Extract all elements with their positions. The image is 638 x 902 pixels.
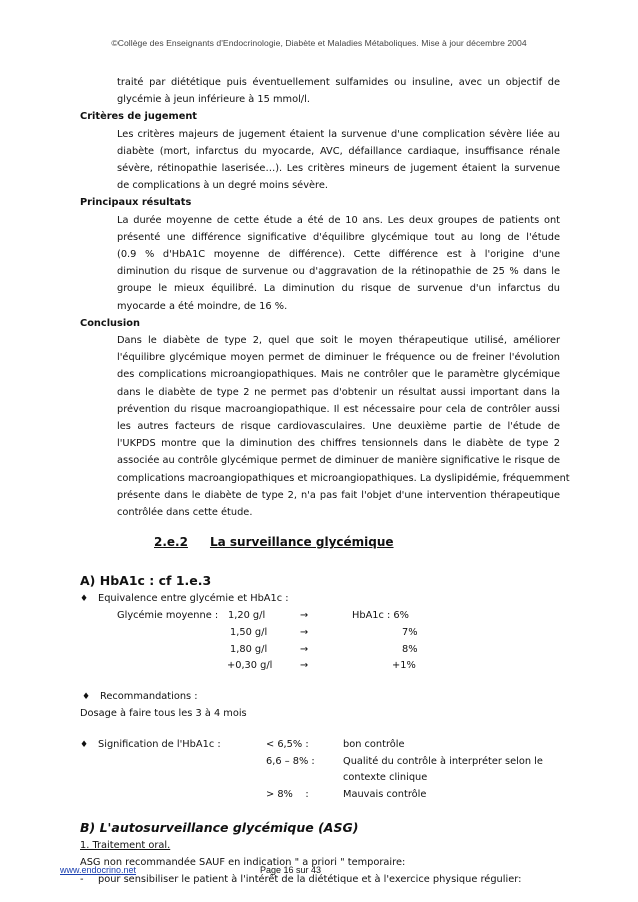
glycemie-label: Glycémie moyenne : [117,610,219,622]
arrow-right-icon: → [300,660,309,672]
asg-line: pour sensibiliser le patient à l'intérêt de la diététique et à l'exercice physique régulier: [98,873,522,885]
text-line: sévère, rétinopathie laserisée…). Les critères mineurs de jugement étaient la survenue [117,163,560,175]
conclusion-heading: Conclusion [80,317,140,329]
sig-range: < 6,5% : [266,738,309,750]
text-line: traité par diététique puis éventuellement sulfamides ou insuline, avec un objectif de [117,77,560,88]
glycemie-value: +0,30 g/l [227,660,273,672]
glycemie-row [80,625,560,642]
text-line: des complications microangiopathiques. Mais ne contrôler que le paramètre glycémique [117,369,560,381]
resultats-heading: Principaux résultats [80,197,192,209]
text-line: diminution du risque de survenue ou d'aggravation de la rétinopathie de 25 % dans le [117,266,560,278]
hba1c-value: HbA1c : 6% [352,610,409,622]
section-heading [154,535,560,557]
signification-row [80,754,560,771]
text-line: l'UKPDS montre que la diminution des chiffres tensionnels dans le diabète de type 2 [117,438,560,450]
hba1c-value: +1% [392,660,416,672]
text-line: (0.9 % d'HbA1C moyenne de différence). Cette différence est à l'origine d'une [117,249,560,261]
signification-label: Signification de l'HbA1c : [98,738,221,750]
hba1c-heading: A) HbA1c : cf 1.e.3 [80,573,212,589]
arrow-right-icon: → [300,610,309,622]
text-line: myocarde a été moindre, de 16 %. [117,300,288,312]
page-footer [60,865,580,879]
page-number: Page 16 sur 43 [260,865,322,875]
recommandations-label: Recommandations : [100,691,198,703]
page-header: ©Collège des Enseignants d'Endocrinologie, Diabète et Maladies Métaboliques. Mise à jour décembre 2004 [111,38,527,48]
arrow-right-icon: → [300,626,309,638]
page-content [80,74,570,888]
glycemie-row [80,658,560,675]
sig-text: Mauvais contrôle [343,789,427,801]
diamond-bullet-icon: ♦ [80,594,89,605]
text-line: l'équilibre glycémique moyen permet de diminuer le fréquence ou de freiner l'évolution [117,352,560,364]
text-line: complications macroangiopathiques et microangiopathiques. La dyslipidémie, fréquemment [117,472,570,484]
text-line: prévention du risque macroangiopathique. Il est nécessaire pour cela de contrôler aussi [117,403,560,415]
sig-text: contexte clinique [343,772,428,784]
sig-text: Qualité du contrôle à interpréter selon le [343,755,543,767]
section-title: La surveillance glycémique [209,535,394,550]
text-line: diabète (mort, infarctus du myocarde, AVC, défaillance cardiaque, insuffisance rénale [117,145,560,157]
signification-row [80,737,560,754]
glycemie-row [80,642,560,659]
website-link[interactable]: www.endocrino.net [60,865,137,875]
text-line: Les critères majeurs de jugement étaient la survenue d'une complication sévère liée au [117,128,560,140]
equivalence-row [80,591,560,608]
text-line: dans le diabète de type 2 ne permet pas d'obtenir un résultat aussi important dans la [117,386,560,398]
intro-paragraph [117,74,560,108]
asg-heading: B) L'autosurveillance glycémique (ASG) [80,820,359,836]
sig-range: > 8% : [266,789,309,801]
asg-subheading: 1. Traitement oral. [80,840,171,852]
text-line: présenté une différence significative d'équilibre glycémique tout au long de l'étude [117,231,560,243]
text-line: associée au contrôle glycémique permet de diminuer de manière significative le risque de [117,455,561,467]
dosage-text: Dosage à faire tous les 3 à 4 mois [80,708,247,720]
glycemie-value: 1,80 g/l [230,643,268,655]
signification-row [80,787,560,804]
criteres-paragraph [117,126,560,195]
glycemie-value: 1,50 g/l [230,626,268,638]
sig-text: bon contrôle [343,738,405,750]
asg-subheading-row [80,838,560,855]
text-line: présente dans le diabète de type 2, n'a pas fait l'objet d'une intervention thérapeutique [117,489,560,501]
text-line: glycémie à jeun inférieure à 15 mmol/l. [117,94,310,106]
dash-bullet: - [80,873,84,885]
text-line: contrôlée dans cette étude. [117,507,253,519]
diamond-bullet-icon: ♦ [80,739,89,750]
equivalence-label: Equivalence entre glycémie et HbA1c : [98,593,289,605]
resultats-paragraph [117,212,560,315]
text-line: groupe le mieux équilibré. La diminution du risque de survenue d'un infarctus du [117,283,560,295]
recommandations-row [80,689,560,706]
dosage-row [80,706,560,723]
signification-row [80,770,560,787]
hba1c-value: 8% [402,643,418,655]
sig-range: 6,6 – 8% : [266,755,315,767]
text-line: Dans le diabète de type 2, quel que soit le moyen thérapeutique utilisé, améliorer [117,335,560,347]
text-line: de complications à un degré moins sévère. [117,180,328,192]
arrow-right-icon: → [300,643,309,655]
glycemie-value: 1,20 g/l [228,610,266,622]
section-number: 2.e.2 [154,535,188,550]
text-line: les autres facteurs de risque cardiovasculaires. Une deuxième partie de l'étude de [117,421,560,433]
hba1c-value: 7% [402,626,418,638]
text-line: La durée moyenne de cette étude a été de 10 ans. Les deux groupes de patients ont [117,214,560,226]
conclusion-paragraph [117,332,570,521]
diamond-bullet-icon: ♦ [82,692,91,703]
criteres-heading: Critères de jugement [80,111,197,123]
asg-line: ASG non recommandée SAUF en indication " a priori " temporaire: [80,856,406,868]
glycemie-row [80,608,560,625]
